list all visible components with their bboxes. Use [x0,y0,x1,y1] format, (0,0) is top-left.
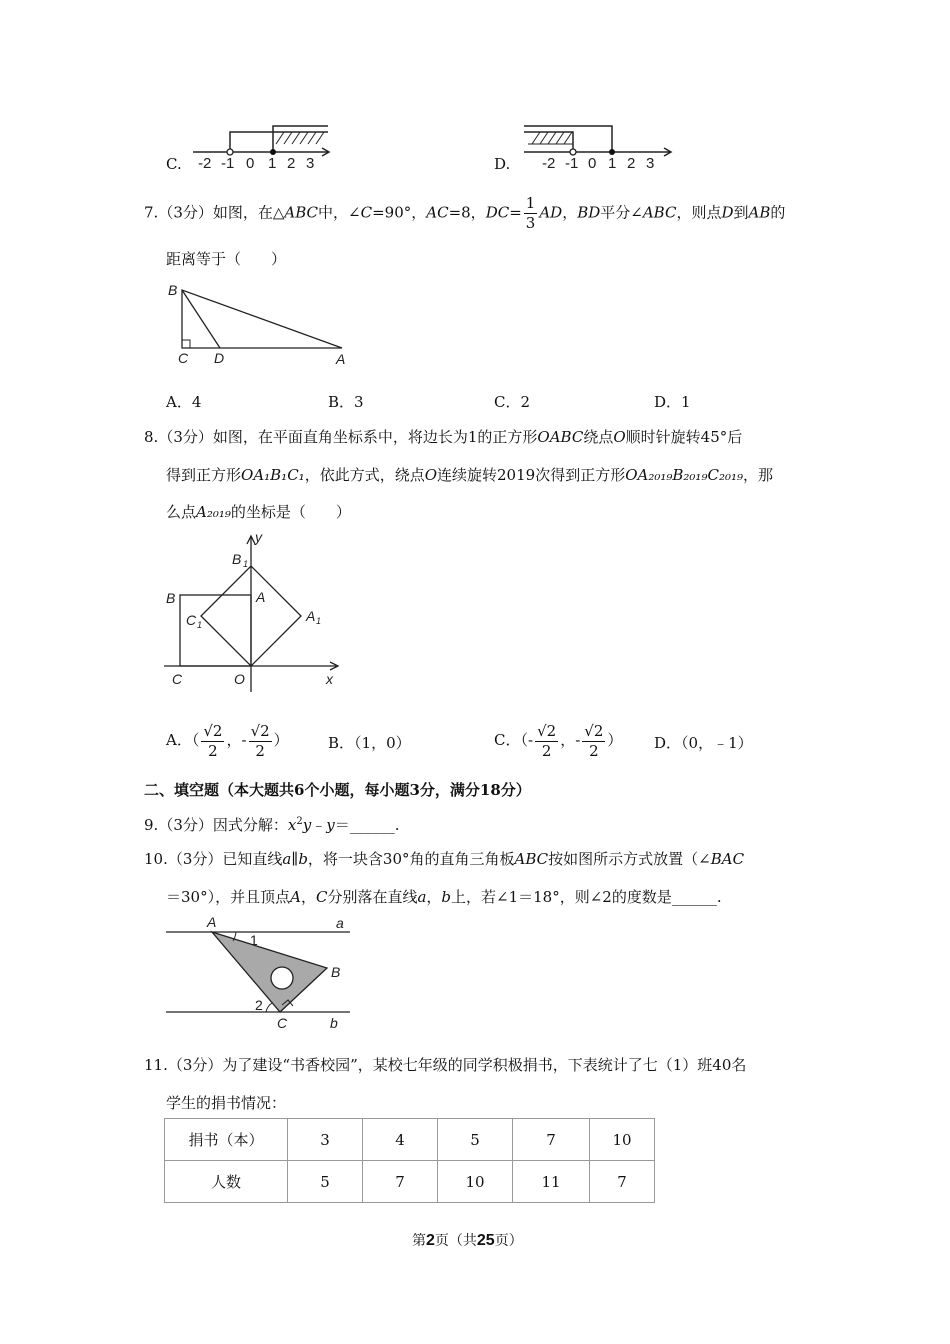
q10-var: b [298,850,308,868]
table-cell: 人数 [165,1161,288,1203]
label-B: B [166,590,176,606]
q7-text: =8， [448,203,486,222]
q11-stem-line1 [144,1054,746,1075]
label-O: O [234,671,245,687]
table-cell: 7 [590,1161,655,1203]
q10-text: 上，若∠1＝18°，则∠2的度数是______. [451,888,722,906]
label-subscript: 1 [316,616,322,626]
q7-text: ，则点 [676,203,722,222]
q8-option-c [494,716,622,764]
q8-text: 得到正方形 [166,466,242,484]
fraction: $\frac{√2}{2}$ [584,721,604,760]
tick-label: 3 [306,155,315,170]
footer-text: 页（共 [434,1233,477,1249]
q7-var: C [360,203,373,222]
q8-text: 顺时针旋转45°后 [625,428,743,446]
label-C: C [172,671,183,687]
table-cell: 4 [363,1119,438,1161]
q9-var: y [326,816,335,834]
q6-number-line-d [520,124,680,170]
q9-text: 因式分解： [212,816,288,834]
q10-var: ABC [514,850,549,868]
q6-option-c-label: C. [166,155,182,173]
minus: - [528,731,534,749]
q7-text: 中，∠ [318,203,361,222]
q10-text: 按如图所示方式放置（∠ [548,850,711,868]
q7-option-b: B．3 [328,393,364,411]
sep: ， [226,731,242,749]
tick-label: -2 [198,155,212,170]
page-total: 25 [476,1232,495,1249]
q10-text: 分别落在直线 [327,888,418,906]
table-cell: 3 [288,1119,363,1161]
q8-text: 的坐标是（ ） [230,503,351,521]
q8-option-b: B．（1，0） [328,734,411,752]
q10-parallel-lines-figure [160,912,360,1034]
label-B: B [168,282,178,298]
label-angle-2: 2 [255,997,263,1013]
q9-number: 9. [144,816,159,834]
q7-option-a: A．4 [166,393,202,411]
q7-text: = [509,203,522,222]
label-C1: C [186,612,197,628]
fraction: $\frac{√2}{2}$ [250,721,270,760]
label-B: B [331,964,341,980]
q10-text: ，将一块含30°角的直角三角板 [307,850,515,868]
q8-number: 8. [144,428,159,446]
label-y: y [255,530,262,545]
q7-fraction: $\frac{1}{3}$ [525,194,536,232]
tick-label: 1 [608,155,617,170]
q8-var: OABC [537,428,584,446]
table-cell: 10 [590,1119,655,1161]
q11-score: （3分） [167,1056,223,1074]
q7-var: DC [485,203,510,222]
label-A: A [336,351,346,367]
q8-var: A₂₀₁₉ [196,503,231,521]
q7-var: ABC [284,203,319,222]
label-subscript: 1 [197,620,203,630]
q11-text: 为了建设“书香校园”，某校七年级的同学积极捐书，下表统计了七（1）班40名 [222,1056,747,1074]
section-heading: 二、填空题（本大题共6个小题，每小题3分，满分18分） [144,781,531,799]
tick-label: 0 [588,155,597,170]
page-footer [412,1230,523,1250]
minus: - [241,731,247,749]
q8-stem-line2 [166,464,773,485]
paren: （ [520,731,528,749]
table-cell: 7 [513,1119,590,1161]
q9-var: y [302,816,312,834]
tick-label: 3 [646,155,655,170]
q8-stem-line1 [144,426,742,447]
q7-number: 7. [144,203,159,222]
q7-option-c: C．2 [494,393,531,411]
q8-text: ，依此方式，绕点 [304,466,425,484]
table-cell: 5 [288,1161,363,1203]
q7-var: AC [426,203,449,222]
q11-number: 11. [144,1056,168,1074]
q9-var: x [287,816,297,834]
table-row [165,1161,655,1203]
q7-text: 平分∠ [600,203,643,222]
q8-text: 么点 [166,503,197,521]
table-cell: 11 [513,1161,590,1203]
fraction: $\frac{√2}{2}$ [537,721,557,760]
q10-var: C [315,888,328,906]
table-cell: 10 [438,1161,513,1203]
paren: （ [191,731,200,749]
paren: ） [273,731,289,749]
donation-table [164,1118,655,1203]
q7-var: AB [748,203,771,222]
q10-text: 已知直线 [222,850,283,868]
q10-text: ＝30°），并且顶点 [166,888,291,906]
label-subscript: 1 [243,559,249,569]
q9-exponent: 2 [296,816,303,827]
q7-var: D [721,203,734,222]
table-cell: 7 [363,1161,438,1203]
q10-text: ， [426,888,442,906]
label-angle-1: 1 [250,932,258,948]
q8-text: 连续旋转2019次得到正方形 [437,466,626,484]
q11-stem-line2: 学生的捐书情况： [166,1094,287,1112]
q10-stem-line2 [166,886,722,907]
q8-var: O [424,466,438,484]
label-x: x [326,671,333,687]
label-D: D [214,350,225,366]
q8-var: O [613,428,626,446]
tick-label: -2 [542,155,556,170]
q9-blank: ＝______. [334,816,400,834]
q10-text: ， [300,888,316,906]
table-cell: 捐书（本） [165,1119,288,1161]
label-C: C [277,1015,288,1031]
q10-text: ∥ [291,850,299,868]
q7-text: 到 [733,203,749,222]
q7-stem-line1 [144,196,785,231]
q10-number: 10. [144,850,168,868]
table-cell: 5 [438,1119,513,1161]
tick-label: 2 [287,155,296,170]
q7-var: BD [577,203,601,222]
paren: ） [607,731,623,749]
q10-score: （3分） [167,850,223,868]
q8-text: 如图，在平面直角坐标系中，将边长为1的正方形 [212,428,538,446]
q9-stem [144,814,399,835]
label-b: b [330,1015,338,1031]
q7-score: （3分） [158,203,213,222]
option-label: C． [494,731,521,749]
q10-var: a [417,888,427,906]
q7-var: AD [539,203,563,222]
tick-label: -1 [565,155,579,170]
q10-var: A [290,888,301,906]
q10-var: BAC [710,850,745,868]
q7-stem-line2: 距离等于（ ） [166,250,287,268]
label-C: C [178,350,189,366]
q7-triangle-figure [164,280,354,370]
q7-text: ， [562,203,578,222]
q7-text: =90°， [372,203,427,222]
label-A1: A [306,608,316,624]
label-a: a [336,915,344,931]
q10-var: a [282,850,292,868]
fraction: $\frac{√2}{2}$ [203,721,223,760]
q8-option-d: D．（0，﹣1） [654,734,753,752]
footer-text: 页） [494,1233,523,1249]
q8-text: 绕点 [583,428,614,446]
q8-coordinate-figure [160,530,350,696]
tick-label: 0 [246,155,255,170]
tick-label: -1 [221,155,235,170]
q8-var: OA₂₀₁₉B₂₀₁₉C₂₀₁₉ [625,466,743,484]
q9-text: ﹣ [311,816,327,834]
q8-option-a [166,716,289,764]
q9-score: （3分） [158,816,213,834]
q8-var: OA₁B₁C₁ [241,466,305,484]
q6-option-d-label: D. [494,155,511,173]
label-A: A [256,589,266,605]
footer-text: 第 [412,1233,426,1249]
table-row [165,1119,655,1161]
q7-var: ABC [642,203,677,222]
q10-stem-line1 [144,848,744,869]
option-label: A． [166,731,192,749]
q7-option-d: D．1 [654,393,691,411]
tick-label: 1 [268,155,277,170]
q8-stem-line3 [166,501,351,522]
q7-text: 的 [770,203,786,222]
sep: ， [560,731,576,749]
label-B1: B [232,551,242,567]
q6-number-line-c [188,124,338,170]
q10-var: b [441,888,452,906]
label-A: A [207,914,217,930]
tick-label: 2 [627,155,636,170]
page-number: 2 [426,1232,435,1249]
q8-text: ，那 [743,466,774,484]
q8-score: （3分） [158,428,213,446]
minus: - [575,731,581,749]
q7-text: 如图，在△ [212,203,285,222]
